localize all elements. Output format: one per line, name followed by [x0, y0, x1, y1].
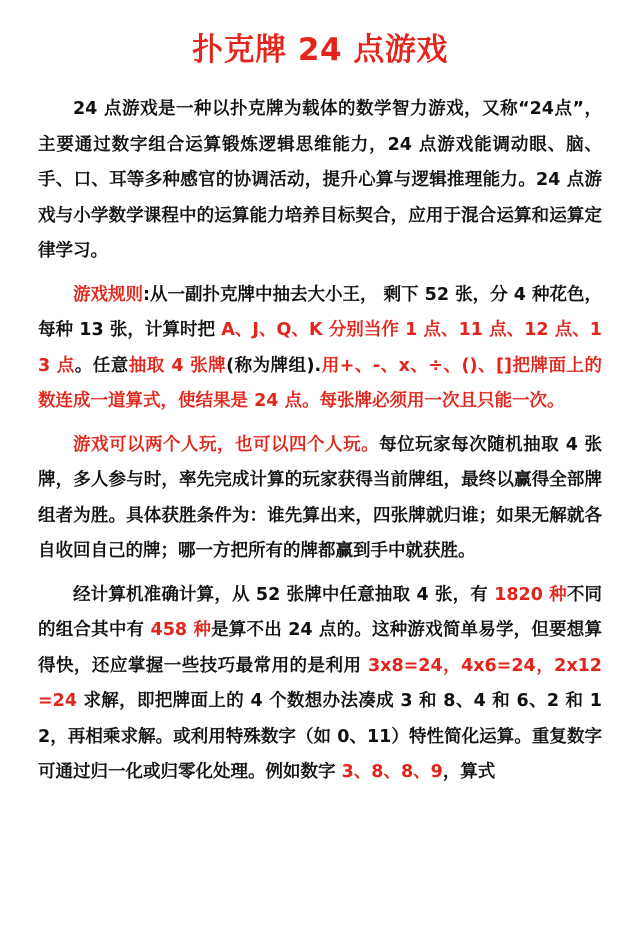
highlighted-text: 抽取 4 张牌 [128, 355, 227, 376]
highlighted-text: 游戏可以两个人玩，也可以四个人玩。 [73, 434, 380, 455]
document-body [38, 92, 602, 791]
body-text: 。任意 [74, 355, 129, 376]
highlighted-text: A、J、Q、K 分别当作 1 点、11 点、12 点、13 点 [38, 320, 602, 376]
highlighted-text: 458 种 [150, 620, 212, 640]
highlighted-text: 游戏规则 [73, 284, 143, 305]
body-text: 不同的组合其中有 [38, 584, 602, 640]
paragraph-1 [38, 92, 602, 270]
body-text: 是算不出 24 点的。这种游戏简单易学，但要想算得快，还应掌握一些技巧最常用的是利用 [38, 620, 602, 676]
page-title: 扑克牌 24 点游戏 [192, 32, 448, 68]
highlighted-text: 3、8、8、9 [341, 762, 443, 782]
highlighted-text: 3x8=24，4x6=24，2x12=24 [38, 655, 602, 711]
highlighted-text: 用+、-、x、÷、()、[]把牌面上的数连成一道算式，使结果是 24 点。每张牌必须用一次且只能一次。 [38, 355, 602, 411]
body-text: :从一副扑克牌中抽去大小王， 剩下 52 张，分 4 种花色，每种 13 张，计算时把 [38, 284, 602, 340]
body-text: 经计算机准确计算，从 52 张牌中任意抽取 4 张，有 [73, 584, 495, 605]
body-text: (称为牌组). [226, 355, 322, 376]
body-text: 24 点游戏是一种以扑克牌为载体的数学智力游戏，又称“24点”，主要通过数字组合运算锻炼逻辑思维能力，24 点游戏能调动眼、脑、手、口、耳等多种感官的协调活动，提升心算与逻辑推理能力。24 点游戏与小学数学课程中的运算能力培养目标契合，应用于混合运算和运算定律学习。 [38, 99, 602, 261]
body-text: 每位玩家每次随机抽取 4 张牌，多人参与时，率先完成计算的玩家获得当前牌组，最终以赢得全部牌组者为胜。具体获胜条件为：谁先算出来，四张牌就归谁；如果无解就各自收回自己的牌；哪一方把所有的牌都赢到手中就获胜。 [38, 434, 602, 561]
body-text: 求解，即把牌面上的 4 个数想办法凑成 3 和 8、4 和 6、2 和 12，再相乘求解。或利用特殊数字（如 0、11）特性简化运算。重复数字可通过归一化或归零化处理。例如数字 [38, 691, 602, 782]
paragraph-3 [38, 428, 602, 570]
highlighted-text: 1820 种 [494, 584, 567, 605]
paragraph-2 [38, 278, 602, 420]
paragraph-4 [38, 578, 602, 791]
body-text: ，算式 [442, 762, 496, 782]
